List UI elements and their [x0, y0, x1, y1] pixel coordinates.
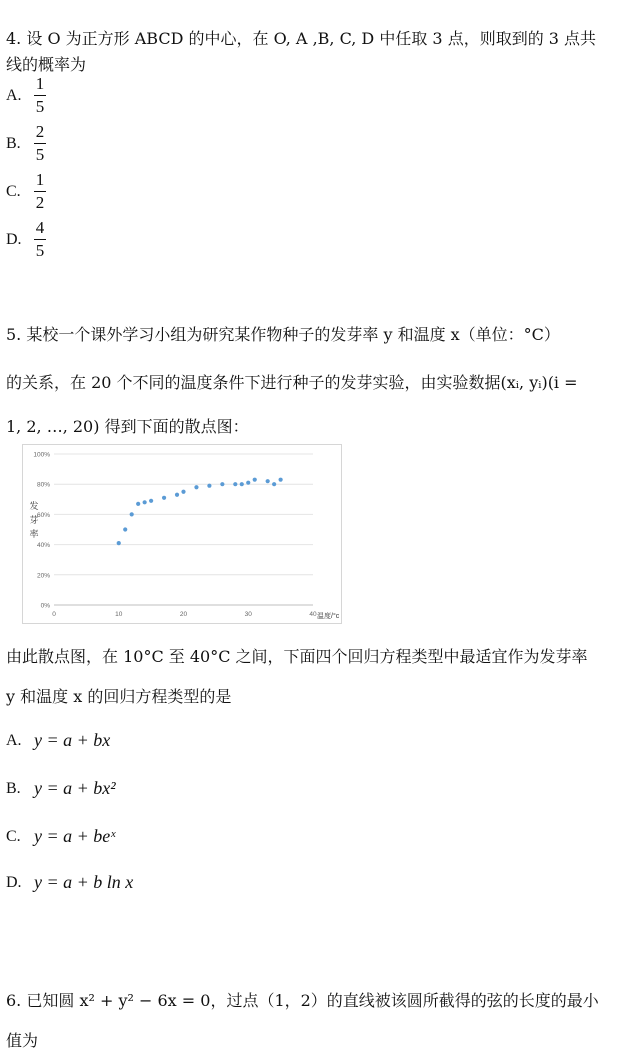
- data-point: [136, 502, 140, 506]
- x-tick-label: 40: [309, 611, 317, 618]
- data-point: [207, 484, 211, 488]
- option-letter: B.: [6, 779, 21, 797]
- data-point: [162, 496, 166, 500]
- data-point: [272, 482, 276, 486]
- data-point: [233, 482, 237, 486]
- q6-stem-line1: 6. 已知圆 x² + y² − 6x = 0，过点（1，2）的直线被该圆所截得的弦的长度的最小: [6, 991, 599, 1010]
- option-letter: D.: [6, 230, 22, 248]
- data-point: [123, 527, 127, 531]
- q5-stem-line2: 的关系，在 20 个不同的温度条件下进行种子的发芽实验，由实验数据(xᵢ, yᵢ)(i =: [6, 373, 578, 392]
- option-letter: C.: [6, 182, 21, 200]
- q5-option-b: [6, 778, 116, 799]
- x-tick-label: 20: [179, 611, 188, 618]
- option-letter: D.: [6, 873, 22, 891]
- data-point: [194, 485, 198, 489]
- option-letter: C.: [6, 827, 21, 845]
- y-axis-label-char: 芽: [29, 515, 39, 525]
- fraction-bar: [34, 143, 46, 144]
- denominator: 2: [35, 193, 45, 212]
- data-point: [149, 499, 153, 503]
- fraction-bar: [34, 95, 46, 96]
- data-point: [253, 478, 257, 482]
- data-point: [181, 490, 185, 494]
- data-point: [175, 493, 179, 497]
- x-axis-label: 温度/°c: [317, 613, 340, 620]
- y-tick-label: 0%: [40, 602, 50, 610]
- option-letter: B.: [6, 134, 21, 152]
- q4-stem-line2: 线的概率为: [6, 55, 87, 74]
- option-letter: A.: [6, 731, 22, 749]
- data-point: [266, 479, 270, 483]
- q5-stem-line1: 5. 某校一个课外学习小组为研究某作物种子的发芽率 y 和温度 x（单位：°C）: [6, 325, 560, 344]
- numerator: 1: [35, 170, 45, 189]
- q5-stem-line3: 1, 2, …, 20) 得到下面的散点图：: [6, 417, 249, 436]
- data-point: [220, 482, 224, 486]
- denominator: 5: [35, 97, 45, 116]
- q4-stem-line1: 4. 设 O 为正方形 ABCD 的中心，在 O, A ,B, C, D 中任取 3 点，则取到的 3 点共: [6, 29, 597, 48]
- fraction: [34, 122, 46, 165]
- q5-option-d: [6, 872, 133, 893]
- denominator: 5: [35, 145, 45, 164]
- regression-expression: y = a + bx: [34, 730, 111, 750]
- data-point: [130, 512, 134, 516]
- y-axis-label-char: 率: [29, 529, 39, 539]
- data-point: [117, 541, 121, 545]
- fraction-bar: [34, 191, 46, 192]
- x-tick-label: 10: [115, 611, 123, 618]
- x-tick-label: 0: [52, 611, 56, 618]
- y-axis-label-char: 发: [29, 501, 39, 511]
- q5-option-c: [6, 826, 115, 847]
- data-point: [246, 481, 250, 485]
- fraction: [34, 170, 46, 213]
- q5-option-a: [6, 730, 110, 751]
- fraction: [34, 74, 46, 117]
- q4-option-c: [6, 170, 46, 213]
- regression-expression: y = a + beˣ: [34, 826, 116, 846]
- x-tick-label: 30: [244, 611, 252, 618]
- y-tick-label: 20%: [36, 572, 50, 580]
- data-point: [143, 500, 147, 504]
- data-point: [240, 482, 244, 486]
- denominator: 5: [35, 241, 45, 260]
- regression-expression: y = a + b ln x: [34, 872, 134, 892]
- q4-option-d: [6, 218, 46, 261]
- numerator: 4: [35, 218, 45, 237]
- q6-stem-line2: 值为: [6, 1031, 39, 1050]
- y-tick-label: 100%: [33, 451, 50, 459]
- q5-after-line1: 由此散点图，在 10°C 至 40°C 之间，下面四个回归方程类型中最适宜作为发芽率: [6, 647, 588, 666]
- numerator: 1: [35, 74, 45, 93]
- scatter-chart: [22, 444, 342, 624]
- fraction: [34, 218, 46, 261]
- option-letter: A.: [6, 86, 22, 104]
- q5-after-line2: y 和温度 x 的回归方程类型的是: [6, 687, 232, 706]
- numerator: 2: [35, 122, 45, 141]
- y-tick-label: 60%: [36, 511, 50, 519]
- data-point: [279, 478, 283, 482]
- y-tick-label: 80%: [36, 481, 50, 489]
- scatter-plot-svg: [23, 445, 341, 623]
- y-tick-label: 40%: [36, 542, 50, 550]
- q4-option-b: [6, 122, 46, 165]
- q4-option-a: [6, 74, 46, 117]
- fraction-bar: [34, 239, 46, 240]
- regression-expression: y = a + bx²: [34, 778, 116, 798]
